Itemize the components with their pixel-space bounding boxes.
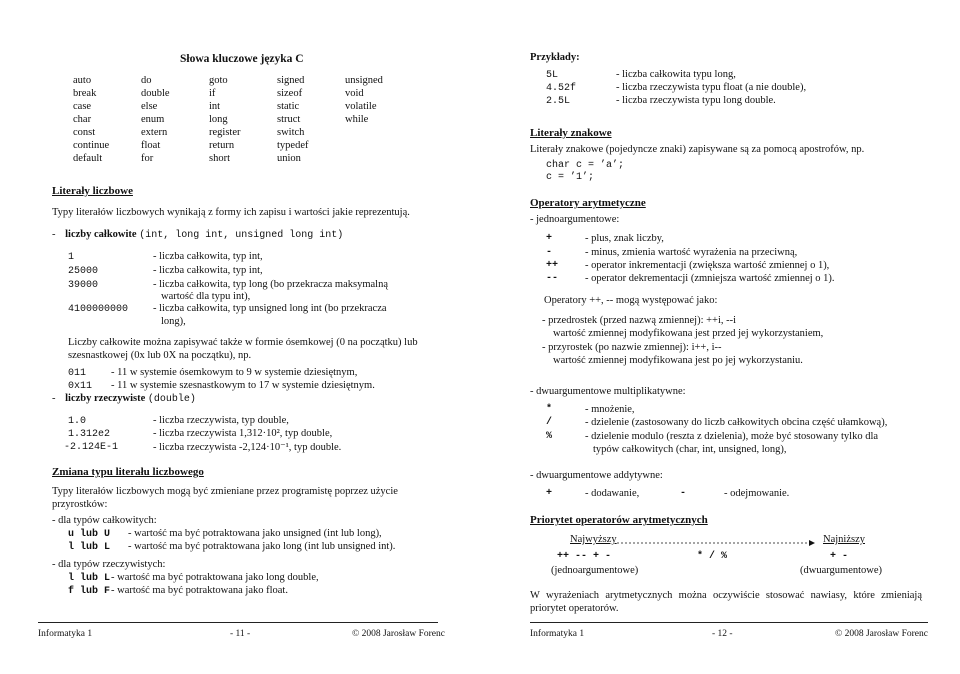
arrow-right-icon xyxy=(617,540,815,546)
real-types-label: - dla typów rzeczywistych: xyxy=(52,559,166,570)
example-desc: - liczba rzeczywista typu long double. xyxy=(616,95,776,106)
footer-course: Informatyka 1 xyxy=(38,629,93,639)
example-code: 1.312e2 xyxy=(68,429,111,440)
example-row xyxy=(68,251,74,263)
operator-symbol: -- xyxy=(546,273,559,284)
examples-heading: Przykłady: xyxy=(530,52,580,63)
footer-rule xyxy=(530,622,928,623)
footer-copyright: © 2008 Jarosław Forenc xyxy=(352,629,445,639)
operator-symbol: / xyxy=(546,417,553,428)
keyword: double xyxy=(141,88,170,99)
postfix-desc: wartość zmiennej modyfikowana jest po jej wykorzystaniu. xyxy=(553,355,803,366)
example-code: 5L xyxy=(546,70,559,81)
example-code: 011 xyxy=(68,368,87,379)
operator-desc: - operator inkrementacji (zwiększa wartość zmiennej o 1), xyxy=(585,260,830,271)
ops-heading: Operatory arytmetyczne xyxy=(530,197,646,209)
keyword: const xyxy=(73,127,96,138)
operator-desc: - plus, znak liczby, xyxy=(585,233,664,244)
prio-note-binary: (dwuargumentowe) xyxy=(800,565,883,576)
add-label: - dwuargumentowe addytywne: xyxy=(530,470,663,481)
postfix-line: - przyrostek (po nazwie zmiennej): i++, i-- xyxy=(542,342,722,353)
change-intro: Typy literałów liczbowych mogą być zmieniane przez programistę poprzez użycie przyrostków: xyxy=(52,486,398,510)
example-code: 25000 xyxy=(68,266,99,277)
operator-symbol: - xyxy=(680,488,687,499)
suffix-code: u lub U xyxy=(68,529,111,540)
example-desc: - liczba całkowita, typ int, xyxy=(153,265,263,276)
keyword: case xyxy=(73,101,92,112)
prio-arrow xyxy=(617,538,815,549)
example-code: 1 xyxy=(68,252,75,263)
keyword-column-2 xyxy=(141,74,170,165)
keyword: long xyxy=(209,114,228,125)
footer-course: Informatyka 1 xyxy=(530,629,585,639)
operator-desc: - minus, zmienia wartość wyrażenia na przeciwną, xyxy=(585,247,798,258)
char-heading: Literały znakowe xyxy=(530,127,612,139)
real-heading xyxy=(52,393,196,405)
keyword: if xyxy=(209,88,216,99)
keyword: enum xyxy=(141,114,165,125)
suffix-desc: - wartość ma być potraktowana jako unsigned (int lub long), xyxy=(128,528,382,539)
operator-desc: - mnożenie, xyxy=(585,404,635,415)
prio-heading: Priorytet operatorów arytmetycznych xyxy=(530,514,708,526)
keyword: signed xyxy=(277,75,305,86)
keyword: default xyxy=(73,153,103,164)
prio-ops-add: + - xyxy=(830,551,849,562)
operator-desc: - odejmowanie. xyxy=(724,488,790,499)
keyword: short xyxy=(209,153,230,164)
int-types-label: - dla typów całkowitych: xyxy=(52,515,157,526)
example-desc: - liczba rzeczywista typu float (a nie double), xyxy=(616,82,807,93)
keyword: void xyxy=(345,88,364,99)
keyword: switch xyxy=(277,127,305,138)
keyword: auto xyxy=(73,75,92,86)
keyword-column-5 xyxy=(345,74,383,126)
real-heading-label: liczby rzeczywiste xyxy=(65,393,146,404)
keyword: union xyxy=(277,153,301,164)
example-row xyxy=(68,303,128,315)
prio-ops-mult: * / % xyxy=(697,551,728,562)
example-row xyxy=(546,82,576,94)
example-code: 1.0 xyxy=(68,416,87,427)
keyword: static xyxy=(277,101,300,112)
keyword: break xyxy=(73,88,97,99)
real-row xyxy=(68,415,86,427)
operator-desc-cont: typów całkowitych (char, int, unsigned, long), xyxy=(593,444,787,455)
keyword-column-3 xyxy=(209,74,241,165)
keyword: goto xyxy=(209,75,228,86)
suffix-row xyxy=(68,585,110,597)
example-desc: - liczba całkowita typu long, xyxy=(616,69,736,80)
keyword: int xyxy=(209,101,221,112)
suffix-row xyxy=(68,528,110,540)
keywords-title: Słowa kluczowe języka C xyxy=(180,53,304,65)
real-desc: - liczba rzeczywista, typ double, xyxy=(153,415,289,426)
prio-note-unary: (jednoargumentowe) xyxy=(551,565,639,576)
example-code: 0x11 xyxy=(68,381,93,392)
suffix-code: f lub F xyxy=(68,586,111,597)
char-code-line: c = ’1’; xyxy=(546,172,595,183)
octal-note: Liczby całkowite można zapisywać także w formie ósemkowej (0 na początku) lub szesnastkowej (0x lub 0X na początku), np. xyxy=(68,337,418,361)
int-heading xyxy=(52,229,343,241)
operator-symbol: + xyxy=(546,233,553,244)
char-intro: Literały znakowe (pojedyncze znaki) zapisywane są za pomocą apostrofów, np. xyxy=(530,144,865,155)
example-row xyxy=(546,95,570,107)
octal-desc: - 11 w systemie szesnastkowym to 17 w systemie dziesiętnym. xyxy=(111,380,375,391)
char-code-line: char c = ’a’; xyxy=(546,160,625,171)
operator-symbol: ++ xyxy=(546,260,559,271)
example-code: -2.124E-1 xyxy=(64,442,119,453)
int-heading-types: (int, long int, unsigned long int) xyxy=(139,230,344,241)
suffix-desc: - wartość ma być potraktowana jako long (int lub unsigned int). xyxy=(128,541,396,552)
prio-low-label: Najniższy xyxy=(823,534,865,545)
keyword: typedef xyxy=(277,140,309,151)
example-code: 2.5L xyxy=(546,96,571,107)
example-row xyxy=(68,265,98,277)
example-code: 39000 xyxy=(68,280,99,291)
keyword: register xyxy=(209,127,241,138)
operator-symbol: % xyxy=(546,431,553,442)
operator-desc: - dzielenie modulo (reszta z dzielenia), może być stosowany tylko dla xyxy=(585,431,879,442)
keyword: volatile xyxy=(345,101,377,112)
suffix-row xyxy=(68,572,110,584)
suffix-row xyxy=(68,541,110,553)
real-heading-types: (double) xyxy=(147,394,196,405)
example-row xyxy=(546,69,558,81)
example-desc: - liczba całkowita, typ int, xyxy=(153,251,263,262)
octal-row xyxy=(68,380,92,392)
footer-copyright: © 2008 Jarosław Forenc xyxy=(835,629,928,639)
operator-symbol: + xyxy=(546,488,553,499)
keyword: do xyxy=(141,75,152,86)
keyword: return xyxy=(209,140,235,151)
footer-rule xyxy=(38,622,438,623)
example-desc: - liczba całkowita, typ long (bo przekracza maksymalną xyxy=(153,279,388,290)
example-code: 4.52f xyxy=(546,83,577,94)
operator-desc: - dodawanie, xyxy=(585,488,640,499)
page-right xyxy=(480,0,960,674)
prefix-line: - przedrostek (przed nazwą zmiennej): ++i, --i xyxy=(542,315,737,326)
bullet-dash: - xyxy=(52,229,56,240)
real-desc: - liczba rzeczywista -2,124·10⁻¹, typ double. xyxy=(153,442,342,453)
example-desc-cont: long), xyxy=(161,316,186,327)
real-desc: - liczba rzeczywista 1,312·10², typ double, xyxy=(153,428,333,439)
change-heading: Zmiana typu literału liczbowego xyxy=(52,466,204,478)
int-heading-label: liczby całkowite xyxy=(65,229,137,240)
footer-page-number: - 11 - xyxy=(230,629,251,639)
keyword: else xyxy=(141,101,158,112)
keyword-column-1 xyxy=(73,74,109,165)
prio-high-label: Najwyższy xyxy=(570,534,617,545)
example-desc-cont: wartość dla typu int), xyxy=(161,291,251,302)
bullet-dash: - xyxy=(52,393,56,404)
closing-note: W wyrażeniach arytmetycznych można oczywiście stosować nawiasy, które zmieniają priorytet operatorów. xyxy=(530,590,922,614)
keyword: for xyxy=(141,153,154,164)
keyword: unsigned xyxy=(345,75,383,86)
suffix-desc: - wartość ma być potraktowana jako long double, xyxy=(111,572,319,583)
prio-ops-unary: ++ -- + - xyxy=(557,551,612,562)
incdec-note: Operatory ++, -- mogą występować jako: xyxy=(544,295,718,306)
mult-label: - dwuargumentowe multiplikatywne: xyxy=(530,386,686,397)
octal-row xyxy=(68,367,86,379)
example-desc: - liczba całkowita, typ unsigned long int (bo przekracza xyxy=(153,303,387,314)
octal-desc: - 11 w systemie ósemkowym to 9 w systemie dziesiętnym, xyxy=(111,367,358,378)
example-row xyxy=(68,279,98,291)
unary-label: - jednoargumentowe: xyxy=(530,214,620,225)
real-row xyxy=(68,428,110,440)
operator-desc: - dzielenie (zastosowany do liczb całkowitych obcina część ułamkową), xyxy=(585,417,888,428)
keyword: sizeof xyxy=(277,88,303,99)
operator-desc: - operator dekrementacji (zmniejsza wartość zmiennej o 1). xyxy=(585,273,835,284)
keyword: extern xyxy=(141,127,168,138)
literals-heading: Literały liczbowe xyxy=(52,185,133,197)
keyword: continue xyxy=(73,140,110,151)
keyword: char xyxy=(73,114,92,125)
keyword: while xyxy=(345,114,369,125)
example-code: 4100000000 xyxy=(68,304,129,315)
suffix-desc: - wartość ma być potraktowana jako float. xyxy=(111,585,288,596)
suffix-code: l lub L xyxy=(68,542,111,553)
keyword: struct xyxy=(277,114,301,125)
literals-intro: Typy literałów liczbowych wynikają z formy ich zapisu i wartości jakie reprezentują. xyxy=(52,207,410,218)
prefix-desc: wartość zmiennej modyfikowana jest przed jej wykorzystaniem, xyxy=(553,328,824,339)
keyword: float xyxy=(141,140,161,151)
real-row xyxy=(64,441,118,453)
operator-symbol: * xyxy=(546,404,553,415)
operator-symbol: - xyxy=(546,247,553,258)
keyword-column-4 xyxy=(277,74,309,165)
suffix-code: l lub L xyxy=(68,573,111,584)
footer-page-number: - 12 - xyxy=(712,629,733,639)
